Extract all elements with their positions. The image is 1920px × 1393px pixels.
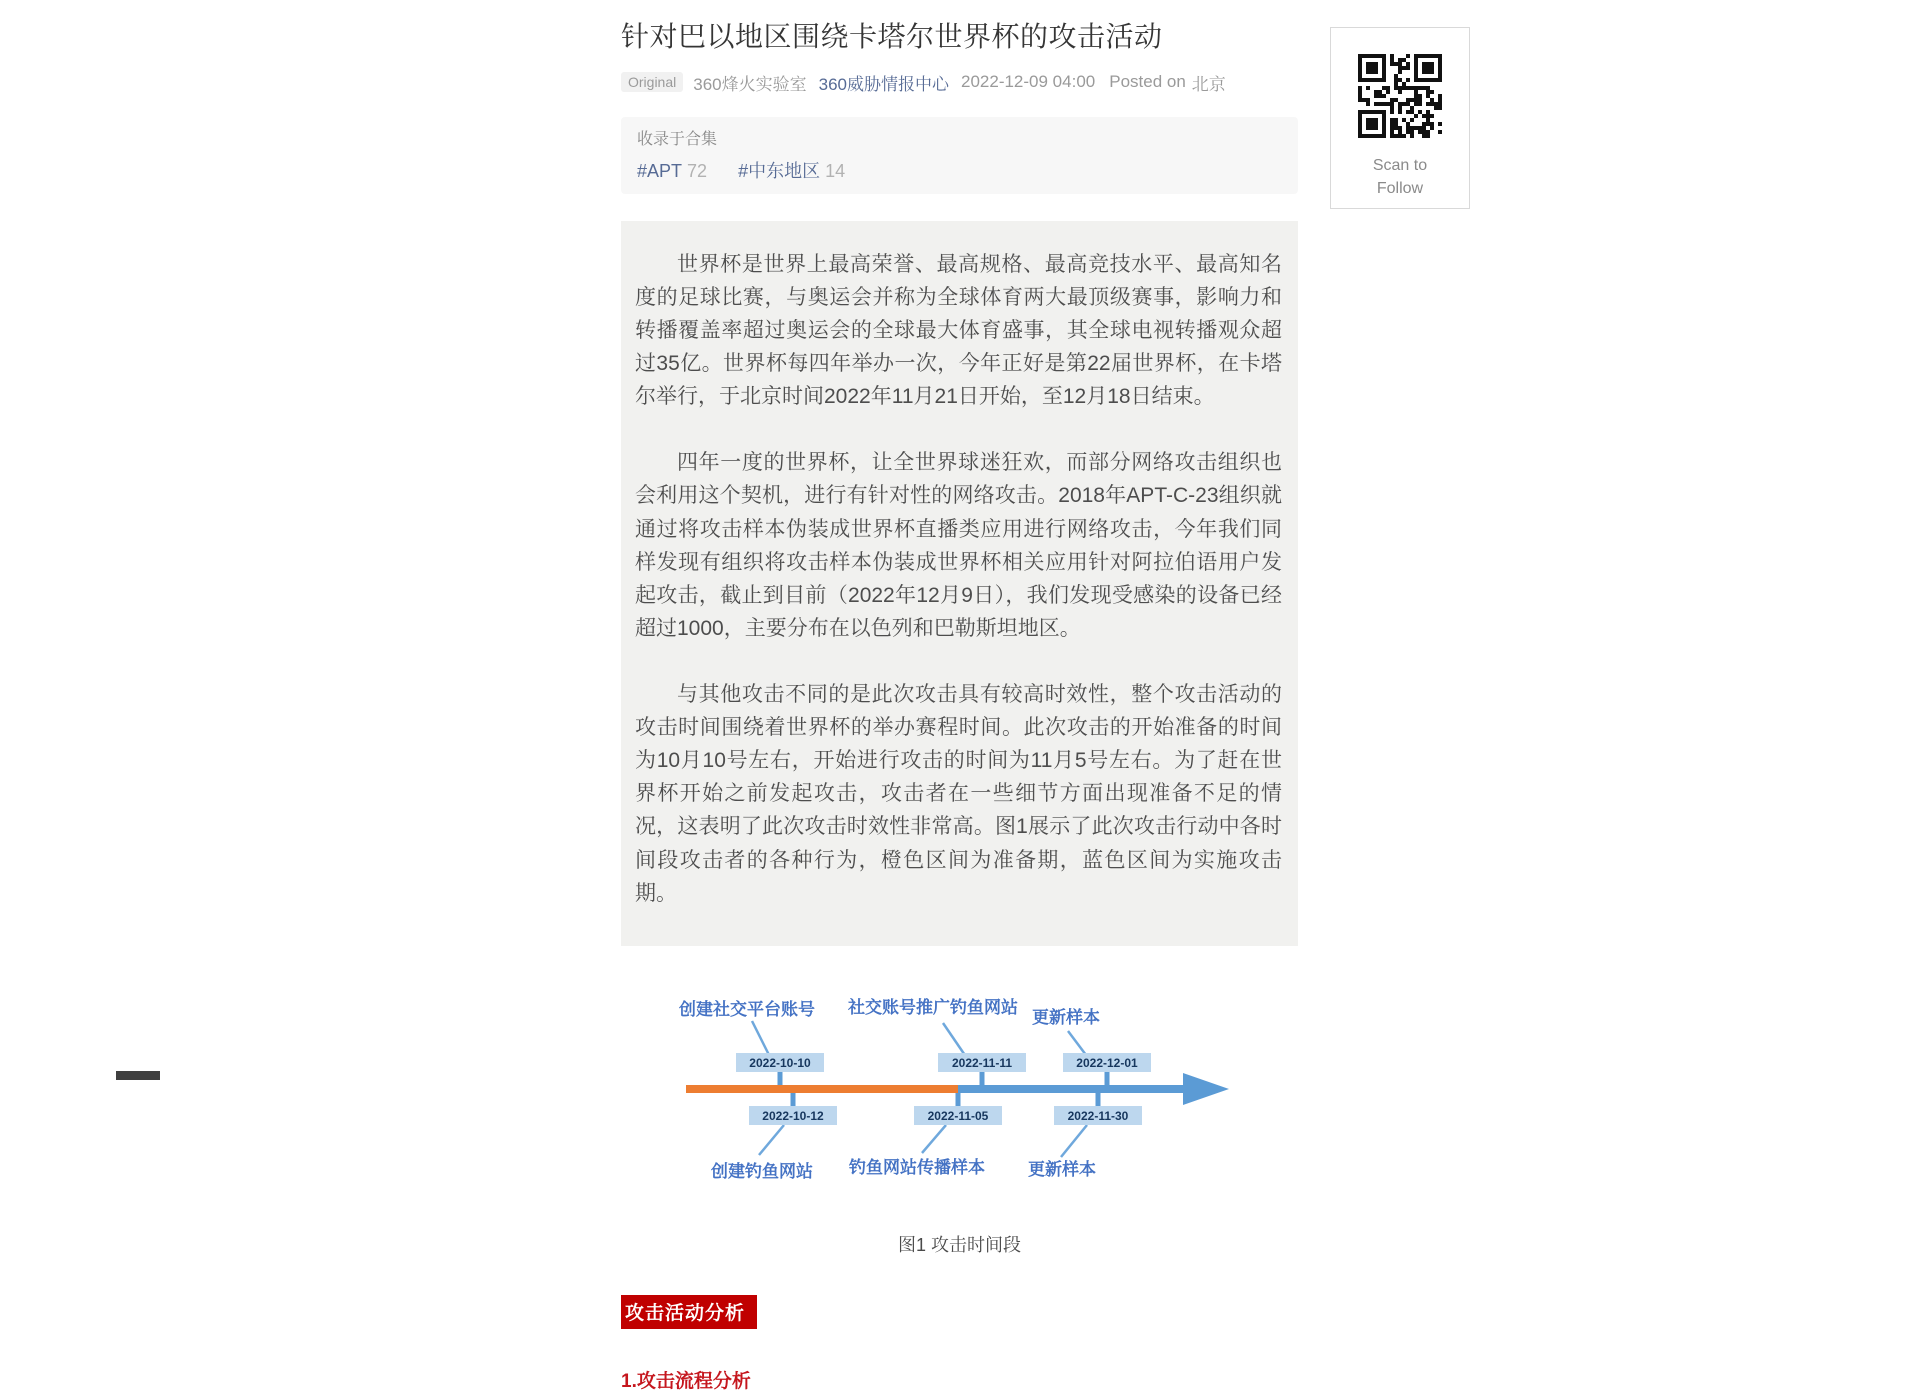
date-label: 2022-10-12 xyxy=(762,1108,824,1123)
section-heading-wrap xyxy=(621,1295,1298,1329)
posted-on-label: Posted on xyxy=(1109,72,1186,92)
tag-apt-count: 72 xyxy=(687,160,708,181)
event-label-update-sample-bottom: 更新样本 xyxy=(1028,1159,1096,1179)
connector-line xyxy=(1061,1125,1087,1157)
timeline-arrowhead-icon xyxy=(1183,1073,1229,1105)
timeline-diagram xyxy=(621,979,1298,1194)
article-column xyxy=(621,0,1298,1393)
qr-caption-line1: Scan to xyxy=(1372,157,1428,174)
tick-mark xyxy=(956,1093,961,1106)
date-label: 2022-11-05 xyxy=(927,1108,989,1123)
date-label: 2022-11-11 xyxy=(951,1055,1013,1070)
article-meta xyxy=(621,70,1298,95)
paragraph-worldcup-intro: 世界杯是世界上最高荣誉、最高规格、最高竞技水平、最高知名度的足球比赛，与奥运会并称为全球体育两大最顶级赛事，影响力和转播覆盖率超过奥运会的全球最大体育盛事，其全球电视转播观众超过35亿。世界杯每四年举办一次，今年正好是第22届世界杯，在卡塔尔举行，于北京时间2022年11月21日开始，至12月18日结束。 xyxy=(635,252,1282,409)
tick-mark xyxy=(980,1072,985,1085)
article-body xyxy=(621,221,1298,946)
section-heading-attack-analysis: 攻击活动分析 xyxy=(621,1295,757,1329)
event-label-update-sample-top: 更新样本 xyxy=(1032,1007,1100,1027)
paragraph-attack-background: 四年一度的世界杯，让全世界球迷狂欢，而部分网络攻击组织也会利用这个契机，进行有针对性的网络攻击。2018年APT-C-23组织就通过将攻击样本伪装成世界杯直播类应用进行网络攻击，今年我们同样发现有组织将攻击样本伪装成世界杯相关应用针对阿拉伯语用户发起攻击，截止到目前（2022年12月9日），我们发现受感染的设备已经超过1000，主要分布在以色列和巴勒斯坦地区。 xyxy=(635,451,1282,641)
tag-middle-east[interactable] xyxy=(738,161,845,181)
date-label: 2022-11-30 xyxy=(1067,1108,1129,1123)
tag-middle-east-name[interactable]: #中东地区 xyxy=(738,160,821,181)
timeline-attack-phase-bar xyxy=(958,1085,1185,1093)
timeline-prep-phase-bar xyxy=(686,1085,958,1093)
qr-caption xyxy=(1331,154,1469,200)
qr-code-icon xyxy=(1354,50,1446,142)
date-label: 2022-12-01 xyxy=(1076,1055,1138,1070)
publish-location: 北京 xyxy=(1191,74,1226,94)
connector-line xyxy=(759,1125,784,1155)
event-label-promote-phishing-site: 社交账号推广钓鱼网站 xyxy=(848,997,1018,1017)
author-name: 360烽火实验室 xyxy=(693,74,807,94)
qr-code-modules xyxy=(1358,54,1442,138)
tag-middle-east-count: 14 xyxy=(825,160,846,181)
publish-datetime: 2022-12-09 04:00 xyxy=(961,72,1096,92)
tick-mark xyxy=(1105,1072,1110,1085)
collection-tags xyxy=(637,159,1282,183)
tag-apt-name[interactable]: #APT xyxy=(637,160,683,181)
figure-caption: 图1 攻击时间段 xyxy=(897,1234,1021,1255)
event-label-spread-sample: 钓鱼网站传播样本 xyxy=(849,1157,985,1177)
original-badge: Original xyxy=(621,72,683,92)
collection-label: 收录于合集 xyxy=(637,130,718,148)
event-label-create-social-accounts: 创建社交平台账号 xyxy=(679,999,815,1019)
paragraph-attack-timing: 与其他攻击不同的是此次攻击具有较高时效性，整个攻击活动的攻击时间围绕着世界杯的举办赛程时间。此次攻击的开始准备的时间为10月10号左右，开始进行攻击的时间为11月5号左右。为了赶在世界杯开始之前发起攻击，攻击者在一些细节方面出现准备不足的情况，这表明了此次攻击时效性非常高。图1展示了此次攻击行动中各时间段攻击者的各种行为，橙色区间为准备期，蓝色区间为实施攻击期。 xyxy=(635,682,1282,905)
collection-box xyxy=(621,117,1298,194)
bottom-left-fragment xyxy=(116,1071,160,1080)
connector-line xyxy=(922,1125,946,1153)
attack-timeline-figure xyxy=(621,979,1298,1257)
subsection-heading-attack-flow: 1.攻击流程分析 xyxy=(621,1370,751,1392)
page-title: 针对巴以地区围绕卡塔尔世界杯的攻击活动 xyxy=(621,21,1163,52)
tick-mark xyxy=(791,1093,796,1106)
account-link[interactable]: 360威胁情报中心 xyxy=(818,74,949,94)
tick-mark xyxy=(778,1072,783,1085)
qr-caption-line2: Follow xyxy=(1376,180,1424,198)
tag-apt[interactable] xyxy=(637,161,707,181)
tick-mark xyxy=(1096,1093,1101,1106)
event-label-create-phishing-site: 创建钓鱼网站 xyxy=(711,1161,813,1181)
follow-qr-card[interactable] xyxy=(1330,27,1470,209)
date-label: 2022-10-10 xyxy=(749,1055,811,1070)
